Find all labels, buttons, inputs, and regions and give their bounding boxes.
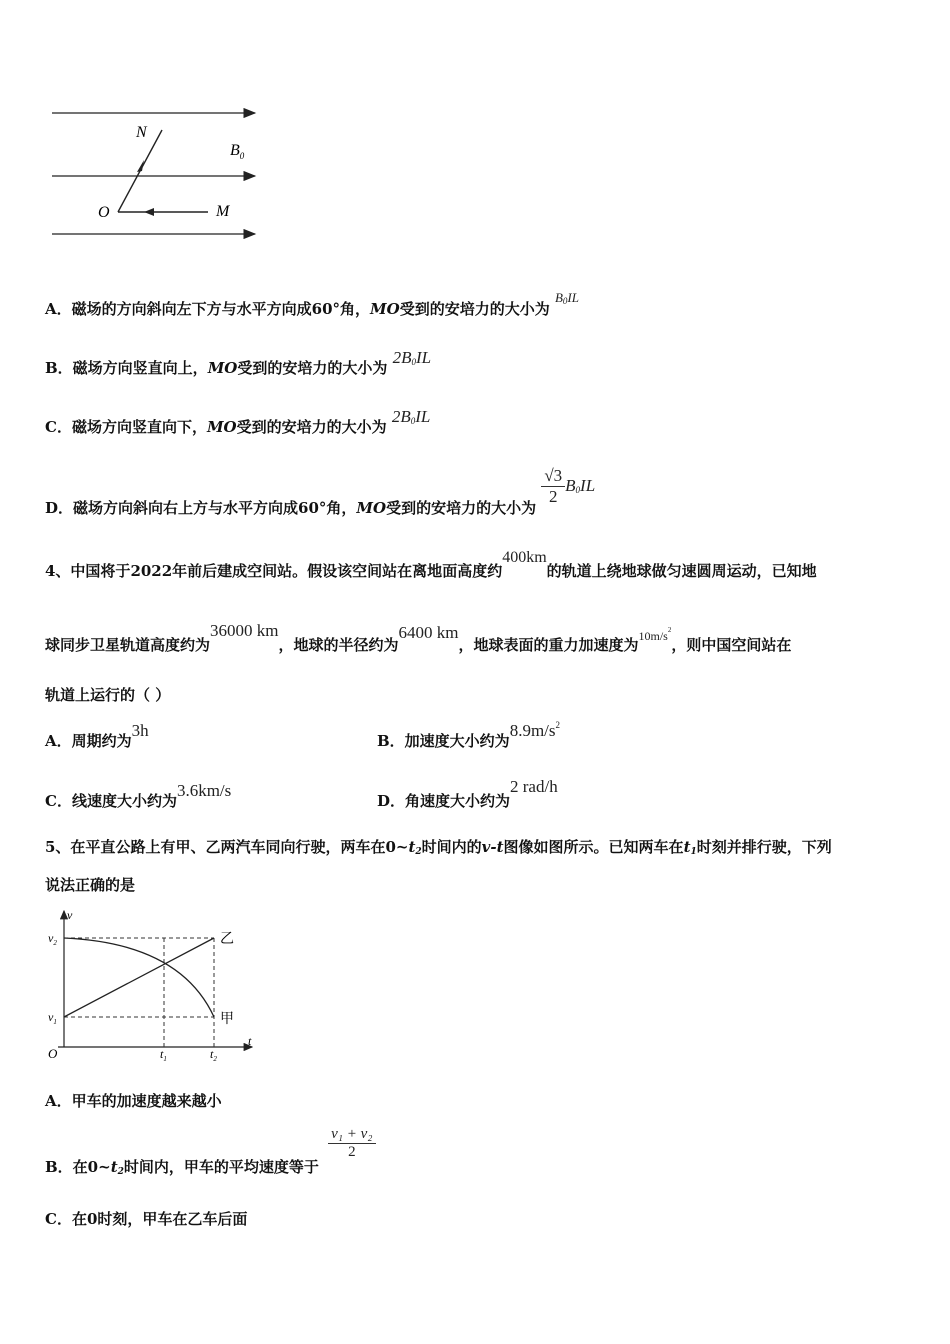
- q4-option-a: A．周期约为3h: [45, 721, 149, 750]
- q5-line-1: 5、在平直公路上有甲、乙两汽车同向行驶，两车在$0\sim t_2$时间内的v-t图像如图所示。已知两车在$t_1$时刻并排行驶，下列: [45, 838, 832, 857]
- formula-a: $B_0IL$: [554, 290, 579, 306]
- formula-d: $B_0IL$: [565, 475, 596, 495]
- formula-c: $2B_0IL$: [391, 407, 431, 426]
- q5-option-b: B．在$0\sim t_2$时间内，甲车的平均速度等于 $\frac{\text{v₁ + v₂}}{2}$: [45, 1126, 376, 1161]
- q3-option-d: D．磁场方向斜向右上方与水平方向成60°角，MO受到的安培力的大小为 $\frac{√3}{2}$ $B_0IL$: [45, 466, 596, 517]
- label-M: M: [216, 203, 230, 220]
- q4-line-1: 4、中国将于2022年前后建成空间站。假设该空间站在离地面高度约400km的轨道上绕地球做匀速圆周运动，已知地: [45, 549, 817, 580]
- label-axis-t: t: [248, 1034, 252, 1048]
- fraction-v1-plus-v2-over-2: $\frac{\text{v₁ + v₂}}{2}$: [328, 1126, 375, 1161]
- label-axis-v: v: [67, 908, 73, 922]
- q5-option-c: C．在0时刻，甲车在乙车后面: [45, 1210, 248, 1228]
- magnetic-field-diagram: [40, 100, 280, 250]
- q4-option-b: B．加速度大小约为$8.9m/s^2$: [377, 720, 560, 750]
- label-t2: $t_2$: [210, 1047, 217, 1063]
- label-v1: $v_1$: [48, 1010, 57, 1026]
- q3-option-b: B．磁场方向竖直向上，MO受到的安培力的大小为 $2B_0IL$: [45, 348, 432, 377]
- q5-line-2: 说法正确的是: [45, 876, 136, 894]
- vt-graph: [40, 905, 270, 1065]
- q4-line-2: 球同步卫星轨道高度约为36000 km，地球的半径约为6400 km，地球表面的重力加速度为$^{10m/s^2}$，则中国空间站在: [45, 621, 792, 654]
- label-origin: O: [48, 1046, 58, 1061]
- q5-option-a: A．甲车的加速度越来越小: [45, 1092, 222, 1110]
- label-yi: 乙: [220, 932, 234, 947]
- line-yi: [64, 938, 214, 1017]
- label-t1: $t_1$: [160, 1047, 167, 1063]
- label-v2: $v_2$: [48, 931, 57, 947]
- q4-option-d: D．角速度大小约为2 rad/h: [377, 777, 558, 810]
- label-jia: 甲: [220, 1012, 234, 1027]
- q3-option-c: C．磁场方向竖直向下，MO受到的安培力的大小为 $2B_0IL$: [45, 407, 431, 436]
- label-B0: $B_0$: [230, 142, 245, 161]
- q4-line-3: 轨道上运行的（ ）: [45, 686, 171, 704]
- label-O: O: [98, 204, 110, 221]
- q4-option-c: C．线速度大小约为3.6km/s: [45, 781, 232, 810]
- fraction-sqrt3-over-2: $\frac{√3}{2}$: [541, 466, 565, 507]
- label-N: N: [136, 124, 147, 141]
- current-arrow-MO: [144, 208, 154, 216]
- formula-b: $2B_0IL$: [392, 348, 432, 367]
- q3-option-a: A．磁场的方向斜向左下方与水平方向成60°角，MO受到的安培力的大小为 $B_0IL$: [45, 290, 579, 318]
